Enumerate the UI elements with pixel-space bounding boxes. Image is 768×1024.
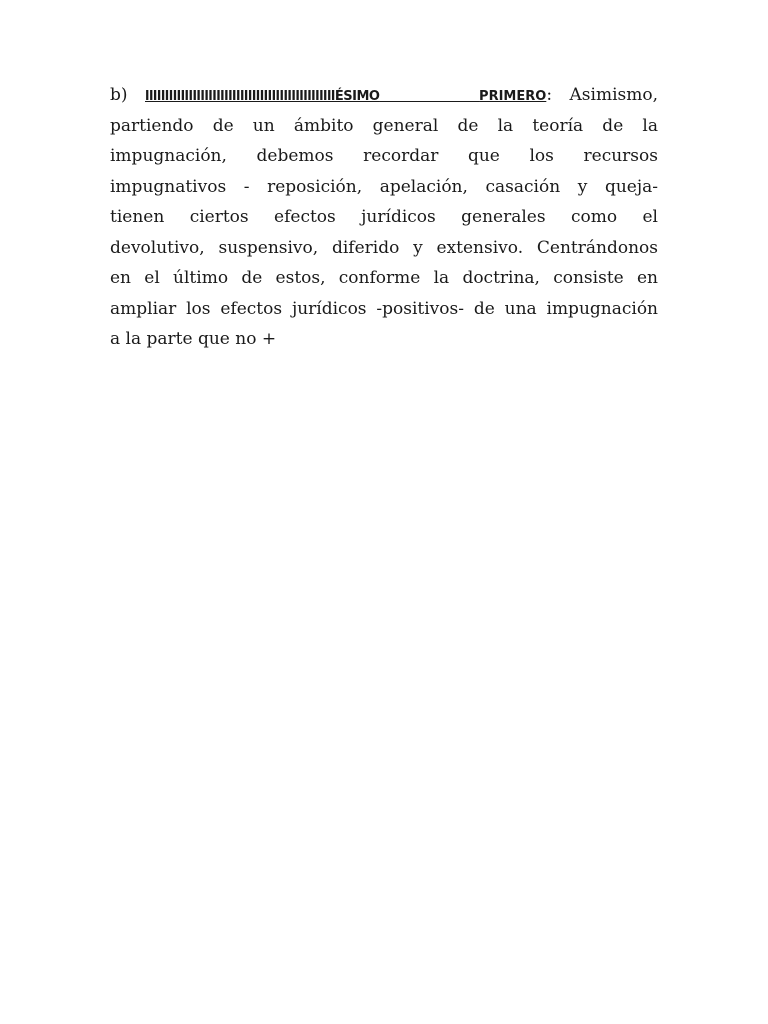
paragraph-line-3: impugnación, debemos recordar que los recursos — [110, 146, 658, 166]
heading-underline-gap — [379, 89, 479, 104]
paragraph-line-6: devolutivo, suspensivo, diferido y extensivo. Centrándonos — [110, 237, 658, 258]
paragraph-line-7: en el último de estos, conforme la doctrina, consiste en — [110, 268, 658, 288]
paragraph-line-2: partiendo de un ámbito general de la teoría de la — [110, 115, 658, 136]
list-marker: b) — [110, 85, 128, 105]
paragraph-line-5: tienen ciertos efectos jurídicos generales como el — [110, 207, 658, 227]
paragraph-line-1-text: Asimismo, — [569, 85, 659, 105]
paragraph-line-4: impugnativos - reposición, apelación, casación y queja- — [110, 176, 658, 197]
paragraph-line-8: ampliar los efectos jurídicos -positivos- de una impugnación — [110, 298, 658, 319]
section-heading-part2: PRIMERO — [479, 89, 547, 104]
paragraph — [110, 80, 658, 355]
paragraph-line-9: a la parte que no + — [110, 329, 277, 349]
section-heading-part1: llllllllllllllllllllllllllllllllllllllllllllllllÉSIMO — [145, 89, 380, 104]
paragraph-line-1 — [110, 80, 658, 111]
heading-colon: : — [546, 85, 553, 105]
